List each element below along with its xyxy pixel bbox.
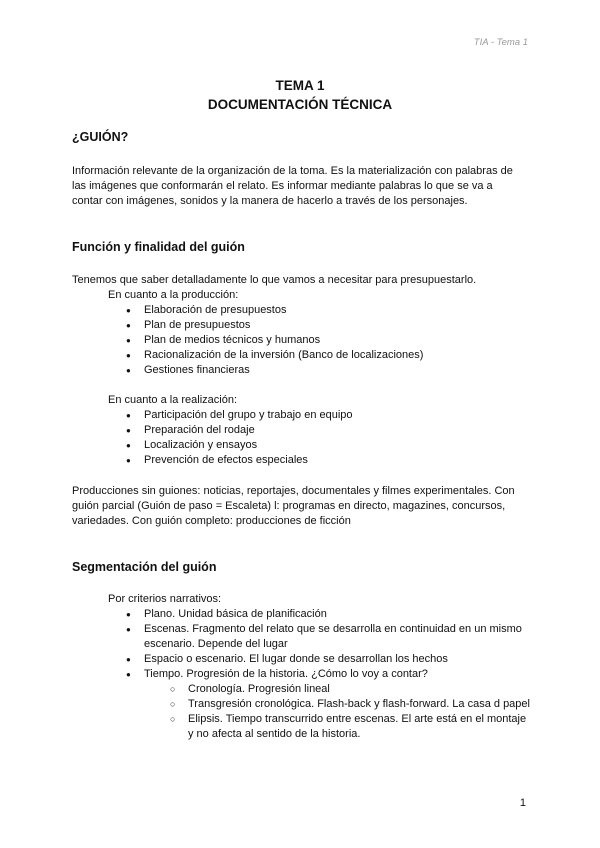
list-item: ● Plano. Unidad básica de planificación (126, 607, 532, 622)
list-item: ● Racionalización de la inversión (Banco de localizaciones) (126, 348, 532, 363)
list-item: ● Plan de presupuestos (126, 318, 532, 333)
list-item: ● Prevención de efectos especiales (126, 453, 532, 468)
sublist-item: ○ Cronología. Progresión lineal (170, 682, 532, 697)
page-number: 1 (519, 797, 526, 809)
sublist-item: ○ Elipsis. Tiempo transcurrido entre escenas. El arte está en el montaje y no afecta al sentido de la historia. (170, 712, 532, 742)
funcion-intro: Tenemos que saber detalladamente lo que vamos a necesitar para presupuestarlo. (72, 274, 477, 286)
realizacion-list (126, 408, 532, 468)
produccion-label: En cuanto a la producción: (108, 289, 239, 301)
list-item: ● Elaboración de presupuestos (126, 303, 532, 318)
list-item-text: Tiempo. Progresión de la historia. ¿Cómo lo voy a contar? (144, 668, 428, 680)
paragraph-line: variedades. Con guión completo: producciones de ficción (72, 515, 351, 527)
paragraph-line: Información relevante de la organización de la toma. Es la materialización con palabras de (72, 165, 513, 177)
list-item: ● Escenas. Fragmento del relato que se desarrolla en continuidad en un mismo escenario. Depende del lugar (126, 622, 532, 652)
sublist-item: ○ Transgresión cronológica. Flash-back y flash-forward. La casa d papel (170, 697, 532, 712)
list-item: ● Preparación del rodaje (126, 423, 532, 438)
segmentacion-list (126, 607, 532, 742)
section-heading-funcion: Función y finalidad del guión (72, 240, 245, 254)
producciones-paragraph (72, 484, 532, 529)
paragraph-line: guión parcial (Guión de paso = Escaleta) l: programas en directo, magazines, concursos, (72, 500, 506, 512)
realizacion-label: En cuanto a la realización: (108, 394, 238, 406)
section-heading-guion: ¿GUIÓN? (72, 130, 129, 144)
title-line-1: TEMA 1 (275, 78, 325, 93)
paragraph-line: Producciones sin guiones: noticias, reportajes, documentales y filmes experimentales. Con (72, 485, 515, 497)
list-item: ● Localización y ensayos (126, 438, 532, 453)
list-item: ● Plan de medios técnicos y humanos (126, 333, 532, 348)
list-item: ● Gestiones financieras (126, 363, 532, 378)
tiempo-sublist (144, 682, 532, 742)
section-heading-segmentacion: Segmentación del guión (72, 560, 217, 574)
criterios-label: Por criterios narrativos: (108, 593, 222, 605)
title-line-2: DOCUMENTACIÓN TÉCNICA (207, 97, 393, 112)
section-guion-paragraph (72, 164, 532, 209)
list-item: ● Participación del grupo y trabajo en equipo (126, 408, 532, 423)
page-title (0, 76, 600, 114)
list-item (126, 667, 532, 742)
paragraph-line: contar con imágenes, sonidos y la manera de hacerlo a través de los personajes. (72, 195, 468, 207)
running-header: TIA - Tema 1 (473, 37, 528, 48)
paragraph-line: las imágenes que conformarán el relato. Es informar mediante palabras lo que se va a (72, 180, 493, 192)
list-item: ● Espacio o escenario. El lugar donde se desarrollan los hechos (126, 652, 532, 667)
produccion-list (126, 303, 532, 378)
